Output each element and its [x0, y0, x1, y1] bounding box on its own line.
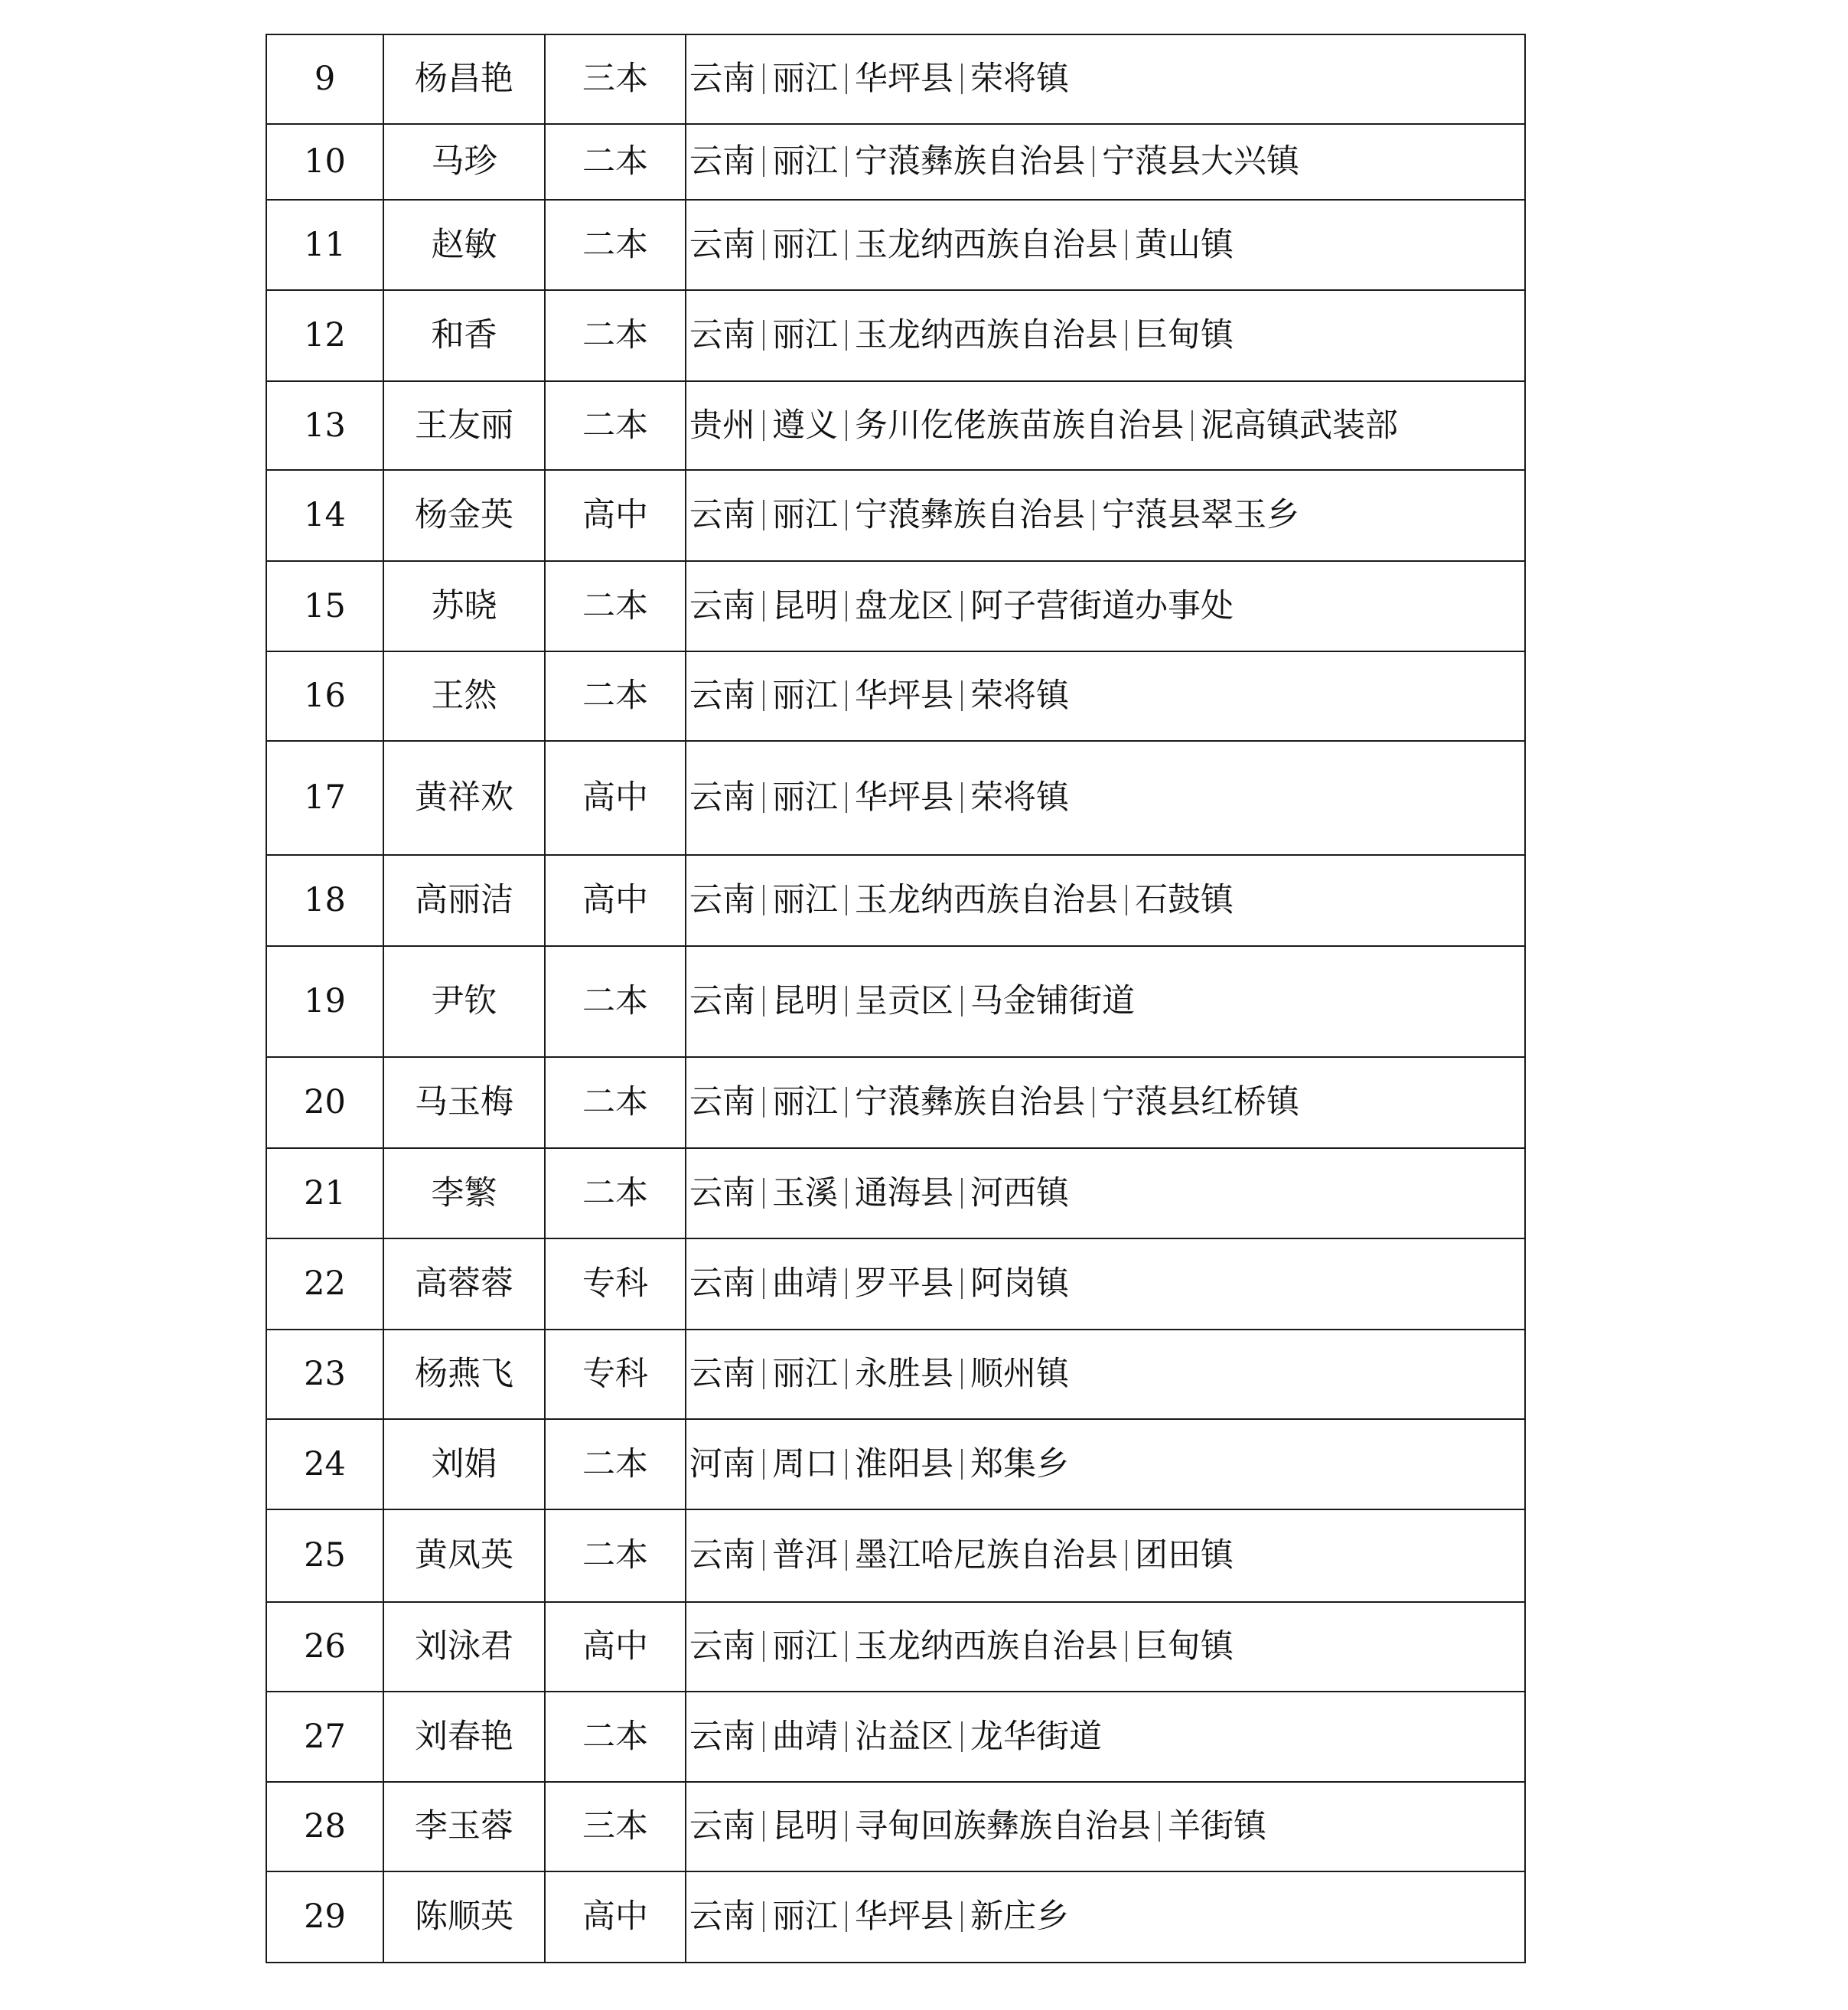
location-path	[686, 586, 1234, 625]
location-path	[686, 1536, 1234, 1574]
location-separator	[846, 230, 847, 260]
location-segment: 云南	[689, 225, 755, 264]
location-separator	[846, 1721, 847, 1752]
location-path	[686, 1264, 1069, 1303]
table-row	[266, 1148, 1525, 1238]
location-separator	[763, 500, 764, 530]
location-separator	[846, 500, 847, 530]
education-cell: 二本	[545, 200, 686, 290]
location-separator	[763, 1268, 764, 1299]
location-segment: 荣将镇	[970, 677, 1069, 715]
location-segment: 羊街镇	[1168, 1807, 1266, 1845]
name-cell: 杨昌艳	[383, 34, 545, 124]
location-separator	[961, 64, 963, 94]
row-number-cell: 17	[266, 741, 383, 855]
table-row	[266, 290, 1525, 381]
name-cell: 刘泳君	[383, 1602, 545, 1692]
location-segment: 丽江	[772, 1355, 838, 1393]
location-segment: 新庄乡	[970, 1897, 1069, 1936]
name-cell: 马玉梅	[383, 1057, 545, 1148]
location-segment: 宁蒗彝族自治县	[855, 496, 1085, 534]
row-number-cell: 12	[266, 290, 383, 381]
location-path	[686, 677, 1069, 715]
row-number-cell: 28	[266, 1782, 383, 1871]
location-separator	[961, 591, 963, 622]
row-number-cell: 13	[266, 381, 383, 470]
name-cell: 刘春艳	[383, 1692, 545, 1782]
location-segment: 寻甸回族彝族自治县	[855, 1807, 1151, 1845]
location-segment: 荣将镇	[970, 778, 1069, 817]
education-cell: 二本	[545, 1692, 686, 1782]
roster-table-body	[266, 34, 1525, 1963]
location-segment: 巨甸镇	[1135, 316, 1234, 354]
location-segment: 宁蒗县红桥镇	[1102, 1083, 1299, 1121]
location-segment: 团田镇	[1135, 1536, 1234, 1574]
location-cell	[686, 946, 1525, 1057]
row-number-cell: 27	[266, 1692, 383, 1782]
location-segment: 云南	[689, 1083, 755, 1121]
name-cell: 和香	[383, 290, 545, 381]
name-cell: 王友丽	[383, 381, 545, 470]
name-cell: 李繁	[383, 1148, 545, 1238]
location-separator	[846, 885, 847, 915]
name-cell: 王然	[383, 651, 545, 741]
location-cell	[686, 1692, 1525, 1782]
location-segment: 丽江	[772, 677, 838, 715]
location-segment: 玉龙纳西族自治县	[855, 1627, 1118, 1666]
location-segment: 丽江	[772, 1083, 838, 1121]
location-separator	[846, 782, 847, 813]
location-separator	[846, 680, 847, 711]
location-path	[686, 881, 1234, 919]
location-cell	[686, 200, 1525, 290]
location-cell	[686, 1782, 1525, 1871]
location-segment: 遵义	[772, 406, 838, 445]
name-cell: 马珍	[383, 124, 545, 200]
education-cell: 二本	[545, 290, 686, 381]
location-separator	[763, 591, 764, 622]
education-cell: 三本	[545, 34, 686, 124]
name-cell: 赵敏	[383, 200, 545, 290]
table-row	[266, 1692, 1525, 1782]
location-separator	[763, 320, 764, 351]
location-segment: 昆明	[772, 1807, 838, 1845]
location-segment: 马金铺街道	[970, 982, 1135, 1020]
row-number-cell: 21	[266, 1148, 383, 1238]
location-segment: 曲靖	[772, 1264, 838, 1303]
location-separator	[961, 986, 963, 1016]
location-path	[686, 316, 1234, 354]
location-separator	[763, 1449, 764, 1480]
table-row	[266, 200, 1525, 290]
location-path	[686, 1897, 1069, 1936]
location-separator	[961, 1449, 963, 1480]
location-path	[686, 1444, 1069, 1483]
location-segment: 云南	[689, 1536, 755, 1574]
location-cell	[686, 1602, 1525, 1692]
row-number-cell: 23	[266, 1330, 383, 1419]
location-separator	[961, 782, 963, 813]
location-segment: 呈贡区	[855, 982, 953, 1020]
location-segment: 云南	[689, 60, 755, 98]
education-cell: 高中	[545, 855, 686, 946]
location-segment: 河南	[689, 1444, 755, 1483]
education-cell: 高中	[545, 470, 686, 561]
row-number-cell: 24	[266, 1419, 383, 1509]
location-segment: 丽江	[772, 316, 838, 354]
location-segment: 宁蒗县翠玉乡	[1102, 496, 1299, 534]
location-cell	[686, 561, 1525, 651]
location-segment: 云南	[689, 1807, 755, 1845]
location-cell	[686, 651, 1525, 741]
location-segment: 宁蒗彝族自治县	[855, 1083, 1085, 1121]
location-separator	[846, 1811, 847, 1842]
location-path	[686, 1627, 1234, 1666]
location-cell	[686, 1057, 1525, 1148]
location-segment: 华坪县	[855, 778, 953, 817]
location-segment: 云南	[689, 1173, 755, 1212]
location-path	[686, 142, 1299, 181]
location-separator	[1159, 1811, 1160, 1842]
location-cell	[686, 34, 1525, 124]
location-separator	[1126, 320, 1127, 351]
location-segment: 盘龙区	[855, 586, 953, 625]
location-separator	[961, 1721, 963, 1752]
location-segment: 丽江	[772, 142, 838, 181]
location-separator	[846, 591, 847, 622]
table-row	[266, 470, 1525, 561]
row-number-cell: 11	[266, 200, 383, 290]
location-segment: 墨江哈尼族自治县	[855, 1536, 1118, 1574]
location-segment: 通海县	[855, 1173, 953, 1212]
table-row	[266, 34, 1525, 124]
location-path	[686, 225, 1234, 264]
location-separator	[1191, 410, 1193, 441]
location-separator	[961, 1359, 963, 1389]
location-segment: 丽江	[772, 496, 838, 534]
row-number-cell: 19	[266, 946, 383, 1057]
location-segment: 河西镇	[970, 1173, 1069, 1212]
location-separator	[1093, 1087, 1094, 1118]
location-segment: 云南	[689, 1897, 755, 1936]
location-separator	[763, 1087, 764, 1118]
table-row	[266, 1782, 1525, 1871]
table-row	[266, 1238, 1525, 1330]
location-segment: 云南	[689, 982, 755, 1020]
location-path	[686, 1807, 1266, 1845]
location-segment: 曲靖	[772, 1717, 838, 1756]
table-row	[266, 855, 1525, 946]
location-segment: 丽江	[772, 1897, 838, 1936]
location-separator	[1126, 885, 1127, 915]
location-separator	[961, 1178, 963, 1209]
education-cell: 二本	[545, 1148, 686, 1238]
location-separator	[763, 1631, 764, 1662]
location-segment: 玉龙纳西族自治县	[855, 316, 1118, 354]
location-segment: 龙华街道	[970, 1717, 1102, 1756]
table-row	[266, 651, 1525, 741]
location-segment: 丽江	[772, 778, 838, 817]
row-number-cell: 15	[266, 561, 383, 651]
location-separator	[846, 1087, 847, 1118]
location-segment: 宁蒗彝族自治县	[855, 142, 1085, 181]
table-row	[266, 946, 1525, 1057]
education-cell: 二本	[545, 651, 686, 741]
table-row	[266, 561, 1525, 651]
table-row	[266, 381, 1525, 470]
location-segment: 顺州镇	[970, 1355, 1069, 1393]
location-segment: 丽江	[772, 60, 838, 98]
row-number-cell: 29	[266, 1871, 383, 1963]
location-separator	[846, 64, 847, 94]
location-segment: 昆明	[772, 586, 838, 625]
location-separator	[846, 320, 847, 351]
location-separator	[763, 1540, 764, 1571]
table-row	[266, 741, 1525, 855]
location-segment: 荣将镇	[970, 60, 1069, 98]
location-separator	[763, 680, 764, 711]
location-segment: 云南	[689, 1717, 755, 1756]
location-segment: 玉龙纳西族自治县	[855, 881, 1118, 919]
name-cell: 黄凤英	[383, 1509, 545, 1602]
location-separator	[763, 1178, 764, 1209]
location-separator	[846, 410, 847, 441]
location-segment: 云南	[689, 881, 755, 919]
name-cell: 李玉蓉	[383, 1782, 545, 1871]
location-path	[686, 496, 1299, 534]
location-path	[686, 1173, 1069, 1212]
location-segment: 云南	[689, 496, 755, 534]
location-segment: 华坪县	[855, 1897, 953, 1936]
table-row	[266, 1871, 1525, 1963]
location-path	[686, 406, 1398, 445]
location-cell	[686, 1871, 1525, 1963]
location-separator	[763, 230, 764, 260]
location-cell	[686, 470, 1525, 561]
location-separator	[846, 1178, 847, 1209]
education-cell: 专科	[545, 1238, 686, 1330]
location-cell	[686, 381, 1525, 470]
name-cell: 刘娟	[383, 1419, 545, 1509]
row-number-cell: 18	[266, 855, 383, 946]
location-segment: 昆明	[772, 982, 838, 1020]
table-row	[266, 1057, 1525, 1148]
location-cell	[686, 1238, 1525, 1330]
location-segment: 黄山镇	[1135, 225, 1234, 264]
location-segment: 巨甸镇	[1135, 1627, 1234, 1666]
location-cell	[686, 1509, 1525, 1602]
location-separator	[763, 986, 764, 1016]
location-segment: 阿子营街道办事处	[970, 586, 1234, 625]
education-cell: 高中	[545, 741, 686, 855]
row-number-cell: 26	[266, 1602, 383, 1692]
location-segment: 贵州	[689, 406, 755, 445]
education-cell: 二本	[545, 561, 686, 651]
location-segment: 云南	[689, 586, 755, 625]
table-row	[266, 1419, 1525, 1509]
education-cell: 高中	[545, 1602, 686, 1692]
location-cell	[686, 124, 1525, 200]
location-segment: 淮阳县	[855, 1444, 953, 1483]
table-row	[266, 124, 1525, 200]
location-path	[686, 60, 1069, 98]
location-separator	[763, 1359, 764, 1389]
education-cell: 二本	[545, 1419, 686, 1509]
row-number-cell: 10	[266, 124, 383, 200]
location-segment: 云南	[689, 316, 755, 354]
table-row	[266, 1330, 1525, 1419]
location-segment: 云南	[689, 677, 755, 715]
location-segment: 云南	[689, 142, 755, 181]
location-separator	[846, 1449, 847, 1480]
location-segment: 丽江	[772, 225, 838, 264]
location-separator	[961, 1901, 963, 1932]
location-path	[686, 1083, 1299, 1121]
location-segment: 阿岗镇	[970, 1264, 1069, 1303]
table-row	[266, 1509, 1525, 1602]
location-segment: 务川仡佬族苗族自治县	[855, 406, 1184, 445]
roster-table	[266, 34, 1526, 1963]
location-separator	[846, 1540, 847, 1571]
name-cell: 杨金英	[383, 470, 545, 561]
location-segment: 永胜县	[855, 1355, 953, 1393]
location-separator	[763, 146, 764, 177]
location-cell	[686, 855, 1525, 946]
education-cell: 高中	[545, 1871, 686, 1963]
name-cell: 尹钦	[383, 946, 545, 1057]
education-cell: 二本	[545, 124, 686, 200]
row-number-cell: 14	[266, 470, 383, 561]
location-segment: 丽江	[772, 881, 838, 919]
location-separator	[763, 1901, 764, 1932]
location-cell	[686, 290, 1525, 381]
location-segment: 普洱	[772, 1536, 838, 1574]
location-segment: 泥高镇武装部	[1201, 406, 1398, 445]
location-cell	[686, 1330, 1525, 1419]
location-segment: 云南	[689, 1355, 755, 1393]
location-separator	[1126, 1631, 1127, 1662]
location-segment: 玉溪	[772, 1173, 838, 1212]
education-cell: 二本	[545, 1509, 686, 1602]
location-cell	[686, 1148, 1525, 1238]
location-separator	[763, 1811, 764, 1842]
location-segment: 玉龙纳西族自治县	[855, 225, 1118, 264]
location-separator	[1126, 230, 1127, 260]
location-cell	[686, 1419, 1525, 1509]
name-cell: 高丽洁	[383, 855, 545, 946]
location-separator	[846, 986, 847, 1016]
location-segment: 云南	[689, 1627, 755, 1666]
location-segment: 云南	[689, 778, 755, 817]
location-segment: 沾益区	[855, 1717, 953, 1756]
location-separator	[961, 1268, 963, 1299]
name-cell: 陈顺英	[383, 1871, 545, 1963]
row-number-cell: 16	[266, 651, 383, 741]
location-segment: 华坪县	[855, 677, 953, 715]
education-cell: 三本	[545, 1782, 686, 1871]
location-separator	[763, 782, 764, 813]
location-segment: 丽江	[772, 1627, 838, 1666]
table-row	[266, 1602, 1525, 1692]
education-cell: 专科	[545, 1330, 686, 1419]
location-separator	[1093, 500, 1094, 530]
education-cell: 二本	[545, 1057, 686, 1148]
location-path	[686, 1355, 1069, 1393]
location-segment: 郑集乡	[970, 1444, 1069, 1483]
location-cell	[686, 741, 1525, 855]
location-separator	[846, 1631, 847, 1662]
education-cell: 二本	[545, 381, 686, 470]
name-cell: 黄祥欢	[383, 741, 545, 855]
location-path	[686, 778, 1069, 817]
name-cell: 苏晓	[383, 561, 545, 651]
location-separator	[763, 1721, 764, 1752]
location-separator	[763, 885, 764, 915]
location-path	[686, 1717, 1102, 1756]
row-number-cell: 22	[266, 1238, 383, 1330]
location-segment: 周口	[772, 1444, 838, 1483]
location-segment: 石鼓镇	[1135, 881, 1234, 919]
location-segment: 罗平县	[855, 1264, 953, 1303]
education-cell: 二本	[545, 946, 686, 1057]
location-separator	[961, 680, 963, 711]
row-number-cell: 20	[266, 1057, 383, 1148]
location-separator	[846, 1901, 847, 1932]
location-path	[686, 982, 1135, 1020]
name-cell: 杨燕飞	[383, 1330, 545, 1419]
location-separator	[1093, 146, 1094, 177]
location-separator	[846, 146, 847, 177]
row-number-cell: 9	[266, 34, 383, 124]
location-separator	[846, 1359, 847, 1389]
location-segment: 华坪县	[855, 60, 953, 98]
location-separator	[1126, 1540, 1127, 1571]
location-segment: 云南	[689, 1264, 755, 1303]
location-separator	[763, 64, 764, 94]
name-cell: 高蓉蓉	[383, 1238, 545, 1330]
location-separator	[763, 410, 764, 441]
location-segment: 宁蒗县大兴镇	[1102, 142, 1299, 181]
row-number-cell: 25	[266, 1509, 383, 1602]
location-separator	[846, 1268, 847, 1299]
